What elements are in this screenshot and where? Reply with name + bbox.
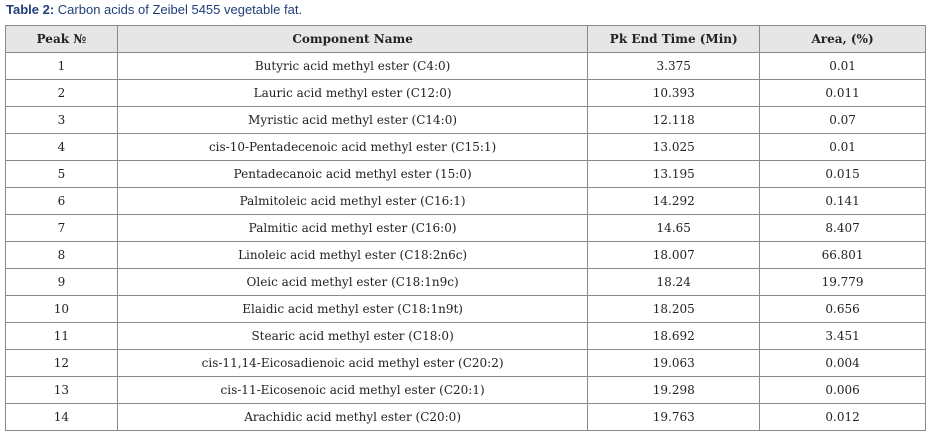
table-row — [6, 404, 926, 431]
cell-component-name: Linoleic acid methyl ester (C18:2n6c) — [117, 242, 587, 269]
cell-area: 0.012 — [760, 404, 926, 431]
cell-component-name: Pentadecanoic acid methyl ester (15:0) — [117, 161, 587, 188]
table-row — [6, 350, 926, 377]
cell-area: 0.011 — [760, 80, 926, 107]
cell-area: 0.07 — [760, 107, 926, 134]
cell-peak-no: 11 — [6, 323, 118, 350]
table-row — [6, 269, 926, 296]
header-peak-no: Peak № — [6, 26, 118, 53]
cell-pk-end-time: 19.063 — [588, 350, 760, 377]
cell-area: 66.801 — [760, 242, 926, 269]
cell-area: 0.01 — [760, 53, 926, 80]
header-component-name: Component Name — [117, 26, 587, 53]
cell-area: 3.451 — [760, 323, 926, 350]
table-row — [6, 377, 926, 404]
cell-pk-end-time: 18.205 — [588, 296, 760, 323]
cell-peak-no: 8 — [6, 242, 118, 269]
cell-pk-end-time: 18.007 — [588, 242, 760, 269]
cell-peak-no: 4 — [6, 134, 118, 161]
cell-component-name: Oleic acid methyl ester (C18:1n9c) — [117, 269, 587, 296]
cell-component-name: Arachidic acid methyl ester (C20:0) — [117, 404, 587, 431]
cell-area: 8.407 — [760, 215, 926, 242]
cell-pk-end-time: 19.763 — [588, 404, 760, 431]
table-row — [6, 215, 926, 242]
cell-peak-no: 12 — [6, 350, 118, 377]
cell-pk-end-time: 14.65 — [588, 215, 760, 242]
header-pk-end-time: Pk End Time (Min) — [588, 26, 760, 53]
cell-pk-end-time: 12.118 — [588, 107, 760, 134]
cell-peak-no: 2 — [6, 80, 118, 107]
header-row — [6, 26, 926, 53]
cell-component-name: Stearic acid methyl ester (C18:0) — [117, 323, 587, 350]
cell-peak-no: 5 — [6, 161, 118, 188]
cell-peak-no: 9 — [6, 269, 118, 296]
cell-component-name: Palmitic acid methyl ester (C16:0) — [117, 215, 587, 242]
table-row — [6, 53, 926, 80]
table-caption-label: Table 2: — [6, 2, 55, 17]
header-area: Area, (%) — [760, 26, 926, 53]
table-row — [6, 323, 926, 350]
table-caption-text: Carbon acids of Zeibel 5455 vegetable fat. — [54, 2, 303, 17]
cell-area: 0.141 — [760, 188, 926, 215]
table-caption — [6, 2, 302, 17]
cell-peak-no: 1 — [6, 53, 118, 80]
cell-peak-no: 7 — [6, 215, 118, 242]
table-row — [6, 80, 926, 107]
cell-area: 19.779 — [760, 269, 926, 296]
table-row — [6, 161, 926, 188]
table-row — [6, 134, 926, 161]
cell-area: 0.656 — [760, 296, 926, 323]
table-row — [6, 296, 926, 323]
cell-area: 0.015 — [760, 161, 926, 188]
table-header — [6, 26, 926, 53]
cell-peak-no: 3 — [6, 107, 118, 134]
cell-component-name: cis-10-Pentadecenoic acid methyl ester (C15:1) — [117, 134, 587, 161]
table-row — [6, 188, 926, 215]
table-row — [6, 242, 926, 269]
cell-pk-end-time: 10.393 — [588, 80, 760, 107]
carbon-acids-table — [5, 25, 926, 431]
cell-area: 0.004 — [760, 350, 926, 377]
table-row — [6, 107, 926, 134]
cell-component-name: Palmitoleic acid methyl ester (C16:1) — [117, 188, 587, 215]
cell-pk-end-time: 13.025 — [588, 134, 760, 161]
cell-component-name: cis-11-Eicosenoic acid methyl ester (C20:1) — [117, 377, 587, 404]
cell-pk-end-time: 19.298 — [588, 377, 760, 404]
cell-peak-no: 14 — [6, 404, 118, 431]
cell-pk-end-time: 18.24 — [588, 269, 760, 296]
cell-component-name: Elaidic acid methyl ester (C18:1n9t) — [117, 296, 587, 323]
cell-pk-end-time: 13.195 — [588, 161, 760, 188]
cell-component-name: Butyric acid methyl ester (C4:0) — [117, 53, 587, 80]
cell-pk-end-time: 3.375 — [588, 53, 760, 80]
table-body — [6, 53, 926, 431]
cell-area: 0.01 — [760, 134, 926, 161]
cell-pk-end-time: 14.292 — [588, 188, 760, 215]
cell-area: 0.006 — [760, 377, 926, 404]
cell-pk-end-time: 18.692 — [588, 323, 760, 350]
cell-component-name: Lauric acid methyl ester (C12:0) — [117, 80, 587, 107]
cell-component-name: cis-11,14-Eicosadienoic acid methyl ester (C20:2) — [117, 350, 587, 377]
cell-component-name: Myristic acid methyl ester (C14:0) — [117, 107, 587, 134]
cell-peak-no: 6 — [6, 188, 118, 215]
cell-peak-no: 10 — [6, 296, 118, 323]
cell-peak-no: 13 — [6, 377, 118, 404]
